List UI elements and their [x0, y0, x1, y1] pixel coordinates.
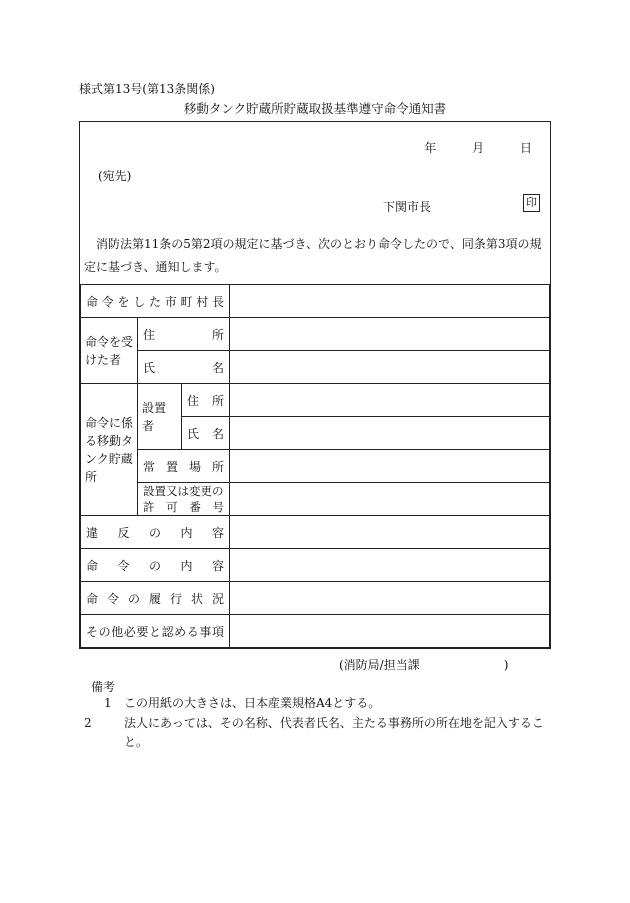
table-row [81, 516, 550, 549]
installer-name-label-cell [182, 417, 230, 450]
table-row [81, 285, 550, 318]
permit-label-line1: 設置又は変更の [143, 484, 224, 498]
issuer-label-cell [81, 285, 230, 318]
issuer-value-cell[interactable] [230, 285, 550, 318]
installer-cell [138, 384, 182, 450]
recipient-address-label-cell [138, 318, 230, 351]
order-content-value-cell[interactable] [230, 549, 550, 582]
note-text: この用紙の大きさは、日本産業規格A4とする。 [124, 696, 381, 710]
recipient-address-value-cell[interactable] [230, 318, 550, 351]
recipient-name-label-cell [138, 351, 230, 384]
target-group-label: 命令に係る移動タンク貯蔵所 [85, 415, 134, 484]
other-value-cell[interactable] [230, 615, 550, 648]
installer-name-label: 氏 名 [187, 426, 225, 441]
permit-label-cell [138, 483, 230, 516]
table-row [81, 384, 550, 417]
notes-heading: 備考 [91, 680, 116, 694]
violation-value-cell[interactable] [230, 516, 550, 549]
order-content-label: 命 令 の 内 容 [86, 558, 225, 573]
compliance-label-cell [81, 582, 230, 615]
recipient-name-value-cell[interactable] [230, 351, 550, 384]
mayor-label: 下関市長 [383, 200, 432, 214]
permit-value-cell[interactable] [230, 483, 550, 516]
table-row [81, 615, 550, 648]
violation-label-cell [81, 516, 230, 549]
document-title: 移動タンク貯蔵所貯蔵取扱基準遵守命令通知書 [183, 101, 447, 116]
recipient-name-label: 氏 名 [143, 360, 225, 375]
body-text: 消防法第11条の5第2項の規定に基づき、次のとおり命令したので、同条第3項の規定に基づき、通知します。 [84, 237, 542, 274]
installer-address-label-cell [182, 384, 230, 417]
storage-place-label: 常 置 場 所 [143, 459, 225, 474]
date-line [398, 139, 532, 156]
violation-label: 違 反 の 内 容 [86, 525, 225, 540]
form-table [80, 284, 550, 648]
note-item [104, 694, 556, 713]
installer-address-label: 住 所 [187, 393, 225, 408]
table-row [81, 483, 550, 516]
installer-name-value-cell[interactable] [230, 417, 550, 450]
storage-place-value-cell[interactable] [230, 450, 550, 483]
recipient-group-cell [81, 318, 138, 384]
department-line: (消防局/担当課 ) [339, 658, 509, 672]
table-row [81, 549, 550, 582]
form-frame [79, 121, 551, 649]
table-row [81, 351, 550, 384]
month-label: 月 [472, 141, 485, 155]
recipient-address-label: 住 所 [143, 327, 225, 342]
storage-place-label-cell [138, 450, 230, 483]
note-item [84, 714, 556, 752]
table-row [81, 582, 550, 615]
addressee-label: (宛先) [98, 169, 132, 183]
table-row [81, 450, 550, 483]
note-number: 2 [84, 716, 92, 730]
recipient-group-label: 命令を受けた者 [85, 334, 134, 367]
other-label: そ の 他 必 要 と 認 め る 事 項 [86, 624, 224, 639]
day-label: 日 [519, 141, 532, 155]
form-number: 様式第13号(第13条関係) [79, 82, 215, 96]
issuer-label: 命 令 を し た 市 町 村 長 [86, 294, 225, 309]
compliance-value-cell[interactable] [230, 582, 550, 615]
permit-label-line2: 許 可 番 号 [143, 500, 225, 514]
target-group-cell [81, 384, 138, 516]
installer-label: 設置者 [142, 400, 167, 433]
year-label: 年 [424, 141, 437, 155]
seal-box: 印 [523, 194, 540, 212]
note-number: 1 [104, 696, 112, 710]
other-label-cell [81, 615, 230, 648]
table-row [81, 318, 550, 351]
note-text: 法人にあっては、その名称、代表者氏名、主たる事務所の所在地を記入すること。 [124, 716, 544, 749]
compliance-label: 命 令 の 履 行 状 況 [86, 591, 225, 606]
order-content-label-cell [81, 549, 230, 582]
installer-address-value-cell[interactable] [230, 384, 550, 417]
